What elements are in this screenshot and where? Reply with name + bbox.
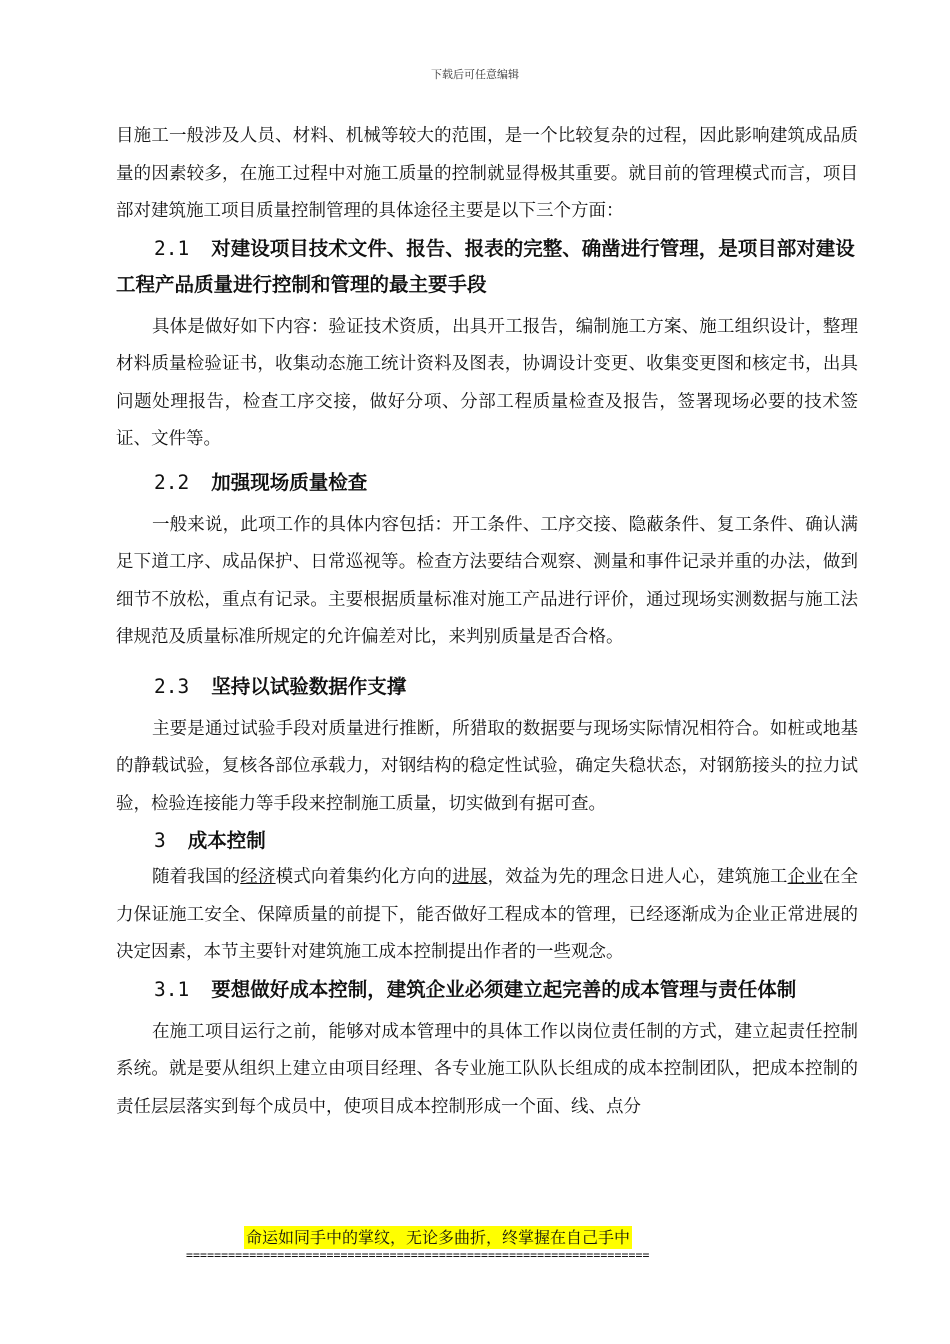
section-title: 对建设项目技术文件、报告、报表的完整、确凿进行管理，是项目部对建设工程产品质量进行控制和管理的最主要手段 [116, 236, 855, 296]
intro-paragraph: 目施工一般涉及人员、材料、机械等较大的范围，是一个比较复杂的过程，因此影响建筑成品质量的因素较多，在施工过程中对施工质量的控制就显得极其重要。就目前的管理模式而言，项目部对建筑施工项目质量控制管理的具体途径主要是以下三个方面： [116, 126, 858, 221]
section-number: 2.3 [154, 674, 190, 698]
section-paragraph-3-1: 在施工项目运行之前，能够对成本管理中的具体工作以岗位责任制的方式，建立起责任控制系统。就是要从组织上建立由项目经理、各专业施工队队长组成的成本控制团队，把成本控制的责任层层落实到每个成员中，使项目成本控制形成一个面、线、点分 [116, 1021, 858, 1117]
link-enterprise[interactable]: 企业 [787, 867, 823, 887]
section-paragraph-2-2: 一般来说，此项工作的具体内容包括：开工条件、工序交接、隐蔽条件、复工条件、确认满足下道工序、成品保护、日常巡视等。检查方法要结合观察、测量和事件记录并重的办法，做到细节不放松，重点有记录。主要根据质量标准对施工产品进行评价，通过现场实测数据与施工法律规范及质量标准所规定的允许偏差对比，来判别质量是否合格。 [116, 514, 858, 647]
section-heading-2-2 [116, 465, 858, 501]
section-number: 2.2 [154, 470, 190, 494]
link-development[interactable]: 进展 [452, 867, 488, 887]
section-title: 加强现场质量检查 [211, 470, 368, 494]
section-heading-3 [116, 823, 858, 859]
section-paragraph-2-1: 具体是做好如下内容：验证技术资质，出具开工报告，编制施工方案、施工组织设计，整理材料质量检验证书，收集动态施工统计资料及图表，协调设计变更、收集变更图和核定书，出具问题处理报告，检查工序交接，做好分项、分部工程质量检查及报告，签署现场必要的技术签证、文件等。 [116, 316, 858, 449]
section-paragraph-2-3: 主要是通过试验手段对质量进行推断，所猎取的数据要与现场实际情况相符合。如桩或地基的静载试验，复核各部位承载力，对钢结构的稳定性试验，确定失稳状态，对钢筋接头的拉力试验，检验连接能力等手段来控制施工质量，切实做到有据可查。 [116, 718, 858, 814]
text-run: 随着我国的 [152, 867, 241, 887]
section-heading-2-1 [116, 231, 858, 303]
section-heading-2-3 [116, 669, 858, 705]
section-number: 3.1 [154, 977, 190, 1001]
section-heading-3-1 [116, 972, 858, 1008]
link-economy[interactable]: 经济 [240, 867, 276, 887]
section-title: 要想做好成本控制，建筑企业必须建立起完善的成本管理与责任体制 [211, 977, 797, 1001]
footer-rule: ================================================================== [186, 1248, 650, 1262]
section-title: 坚持以试验数据作支撑 [211, 674, 407, 698]
section-paragraph-3 [116, 859, 858, 972]
footer-quote: 命运如同手中的掌纹，无论多曲折，终掌握在自己手中 [246, 1228, 631, 1247]
text-run: 在全力保证施工安全、保障质量的前提下，能否做好工程成本的管理，已经逐渐成为企业正常进展的决定因素，本节主要针对建筑施工成本控制提出作者的一些观念。 [116, 867, 859, 962]
text-run: ，效益为先的理念日进人心，建筑施工 [487, 867, 788, 887]
section-number: 3 [154, 829, 166, 852]
page-header: 下载后可任意编辑 [431, 68, 519, 81]
text-run: 模式向着集约化方向的 [275, 867, 453, 887]
document-body [116, 118, 858, 1126]
section-title: 成本控制 [187, 829, 266, 852]
section-number: 2.1 [154, 236, 190, 260]
